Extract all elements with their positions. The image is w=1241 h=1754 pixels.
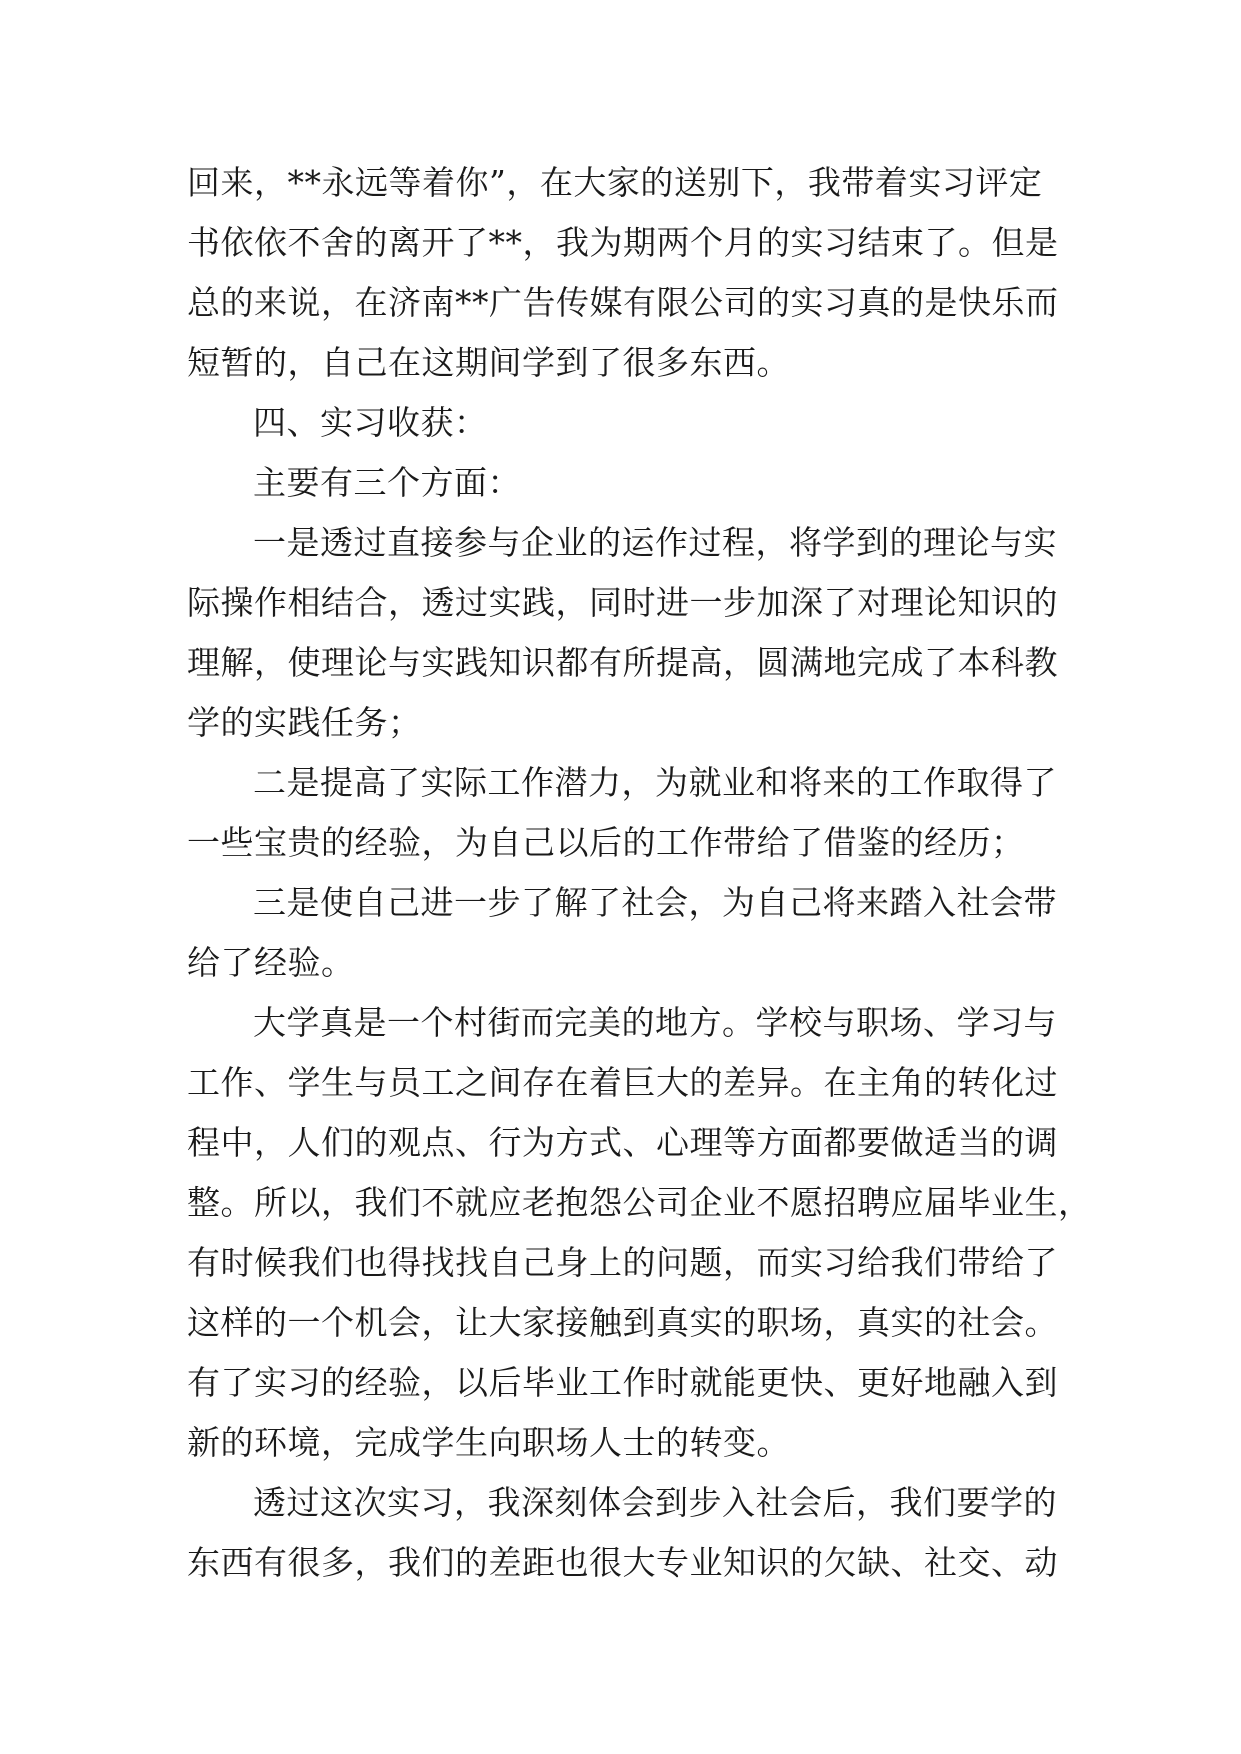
text-line: 总的来说，在济南**广告传媒有限公司的实习真的是快乐而 xyxy=(187,283,1059,322)
text-line: 短暂的，自己在这期间学到了很多东西。 xyxy=(187,343,790,382)
text-line: 二是提高了实际工作潜力，为就业和将来的工作取得了 xyxy=(253,763,1057,802)
text-line: 理解，使理论与实践知识都有所提高，圆满地完成了本科教 xyxy=(187,643,1058,682)
text-line: 一些宝贵的经验，为自己以后的工作带给了借鉴的经历； xyxy=(187,823,1025,862)
text-line: 有时候我们也得找找自己身上的问题，而实习给我们带给了 xyxy=(187,1243,1058,1282)
text-line: 际操作相结合，透过实践，同时进一步加深了对理论知识的 xyxy=(187,583,1058,622)
document-body xyxy=(187,153,1092,1593)
text-line: 回来，**永远等着你”，在大家的送别下，我带着实习评定 xyxy=(187,163,1043,202)
text-line: 东西有很多，我们的差距也很大专业知识的欠缺、社交、动 xyxy=(187,1543,1058,1582)
text-line: 给了经验。 xyxy=(187,943,355,982)
section-heading: 四、实习收获： xyxy=(253,403,488,442)
text-line: 书依依不舍的离开了**，我为期两个月的实习结束了。但是 xyxy=(187,223,1059,262)
text-line: 这样的一个机会，让大家接触到真实的职场，真实的社会。 xyxy=(187,1303,1058,1342)
text-line: 工作、学生与员工之间存在着巨大的差异。在主角的转化过 xyxy=(187,1063,1058,1102)
text-line: 程中，人们的观点、行为方式、心理等方面都要做适当的调 xyxy=(187,1123,1058,1162)
text-line: 三是使自己进一步了解了社会，为自己将来踏入社会带 xyxy=(253,883,1057,922)
text-line: 学的实践任务； xyxy=(187,703,422,742)
text-line: 有了实习的经验，以后毕业工作时就能更快、更好地融入到 xyxy=(187,1363,1058,1402)
text-line: 透过这次实习，我深刻体会到步入社会后，我们要学的 xyxy=(253,1483,1057,1522)
text-line: 新的环境，完成学生向职场人士的转变。 xyxy=(187,1423,790,1462)
text-line: 主要有三个方面： xyxy=(253,463,521,502)
text-line: 一是透过直接参与企业的运作过程，将学到的理论与实 xyxy=(253,523,1057,562)
text-line: 大学真是一个村街而完美的地方。学校与职场、学习与 xyxy=(253,1003,1057,1042)
text-line: 整。所以，我们不就应老抱怨公司企业不愿招聘应届毕业生， xyxy=(187,1183,1092,1222)
